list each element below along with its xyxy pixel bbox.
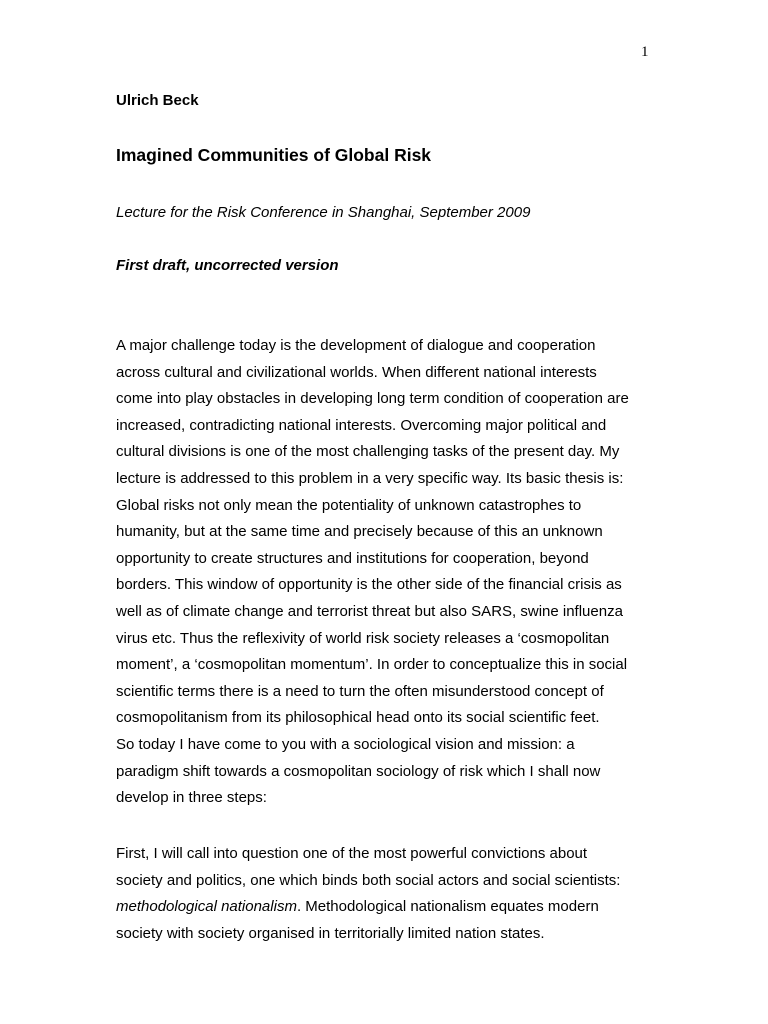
text-line: increased, contradicting national interests. Overcoming major political and (116, 416, 607, 434)
text-line: develop in three steps: (116, 789, 267, 807)
paragraph-2 (116, 841, 620, 947)
text-line: First, I will call into question one of the most powerful convictions about (116, 845, 588, 862)
text-line: cultural divisions is one of the most challenging tasks of the present day. My (116, 443, 620, 461)
lecture-subtitle: Lecture for the Risk Conference in Shanghai, September 2009 (116, 204, 531, 221)
text-line: across cultural and civilizational worlds. When different national interests (116, 363, 597, 381)
draft-note: First draft, uncorrected version (116, 257, 339, 274)
author-name: Ulrich Beck (116, 92, 199, 109)
text-line: moment’, a ‘cosmopolitan momentum’. In order to conceptualize this in social (116, 656, 628, 674)
text-line: paradigm shift towards a cosmopolitan sociology of risk which I shall now (116, 762, 601, 780)
text-line: borders. This window of opportunity is the other side of the financial crisis as (116, 576, 622, 594)
emphasis-term: methodological nationalism (116, 898, 297, 916)
paragraph-1 (116, 333, 629, 812)
page-number: 1 (641, 44, 649, 60)
text-line (116, 894, 620, 921)
text-segment: . Methodological nationalism equates modern (296, 898, 599, 916)
text-line: Global risks not only mean the potentiality of unknown catastrophes to (116, 496, 582, 514)
text-line: well as of climate change and terrorist threat but also SARS, swine influenza (116, 602, 623, 620)
text-line: A major challenge today is the development of dialogue and cooperation (116, 337, 596, 354)
text-line: virus etc. Thus the reflexivity of world risk society releases a ‘cosmopolitan (116, 629, 610, 647)
text-line: humanity, but at the same time and precisely because of this an unknown (116, 523, 603, 541)
text-line: scientific terms there is a need to turn the often misunderstood concept of (116, 682, 604, 700)
text-line: society with society organised in territorially limited nation states. (116, 924, 545, 942)
text-line: come into play obstacles in developing long term condition of cooperation are (116, 390, 629, 408)
document-title: Imagined Communities of Global Risk (116, 145, 432, 165)
text-line: So today I have come to you with a sociological vision and mission: a (116, 735, 575, 753)
text-line: society and politics, one which binds both social actors and social scientists: (116, 871, 621, 889)
text-line: opportunity to create structures and institutions for cooperation, beyond (116, 549, 589, 567)
text-line: lecture is addressed to this problem in a very specific way. Its basic thesis is: (116, 469, 624, 487)
text-line: cosmopolitanism from its philosophical head onto its social scientific feet. (116, 709, 600, 727)
